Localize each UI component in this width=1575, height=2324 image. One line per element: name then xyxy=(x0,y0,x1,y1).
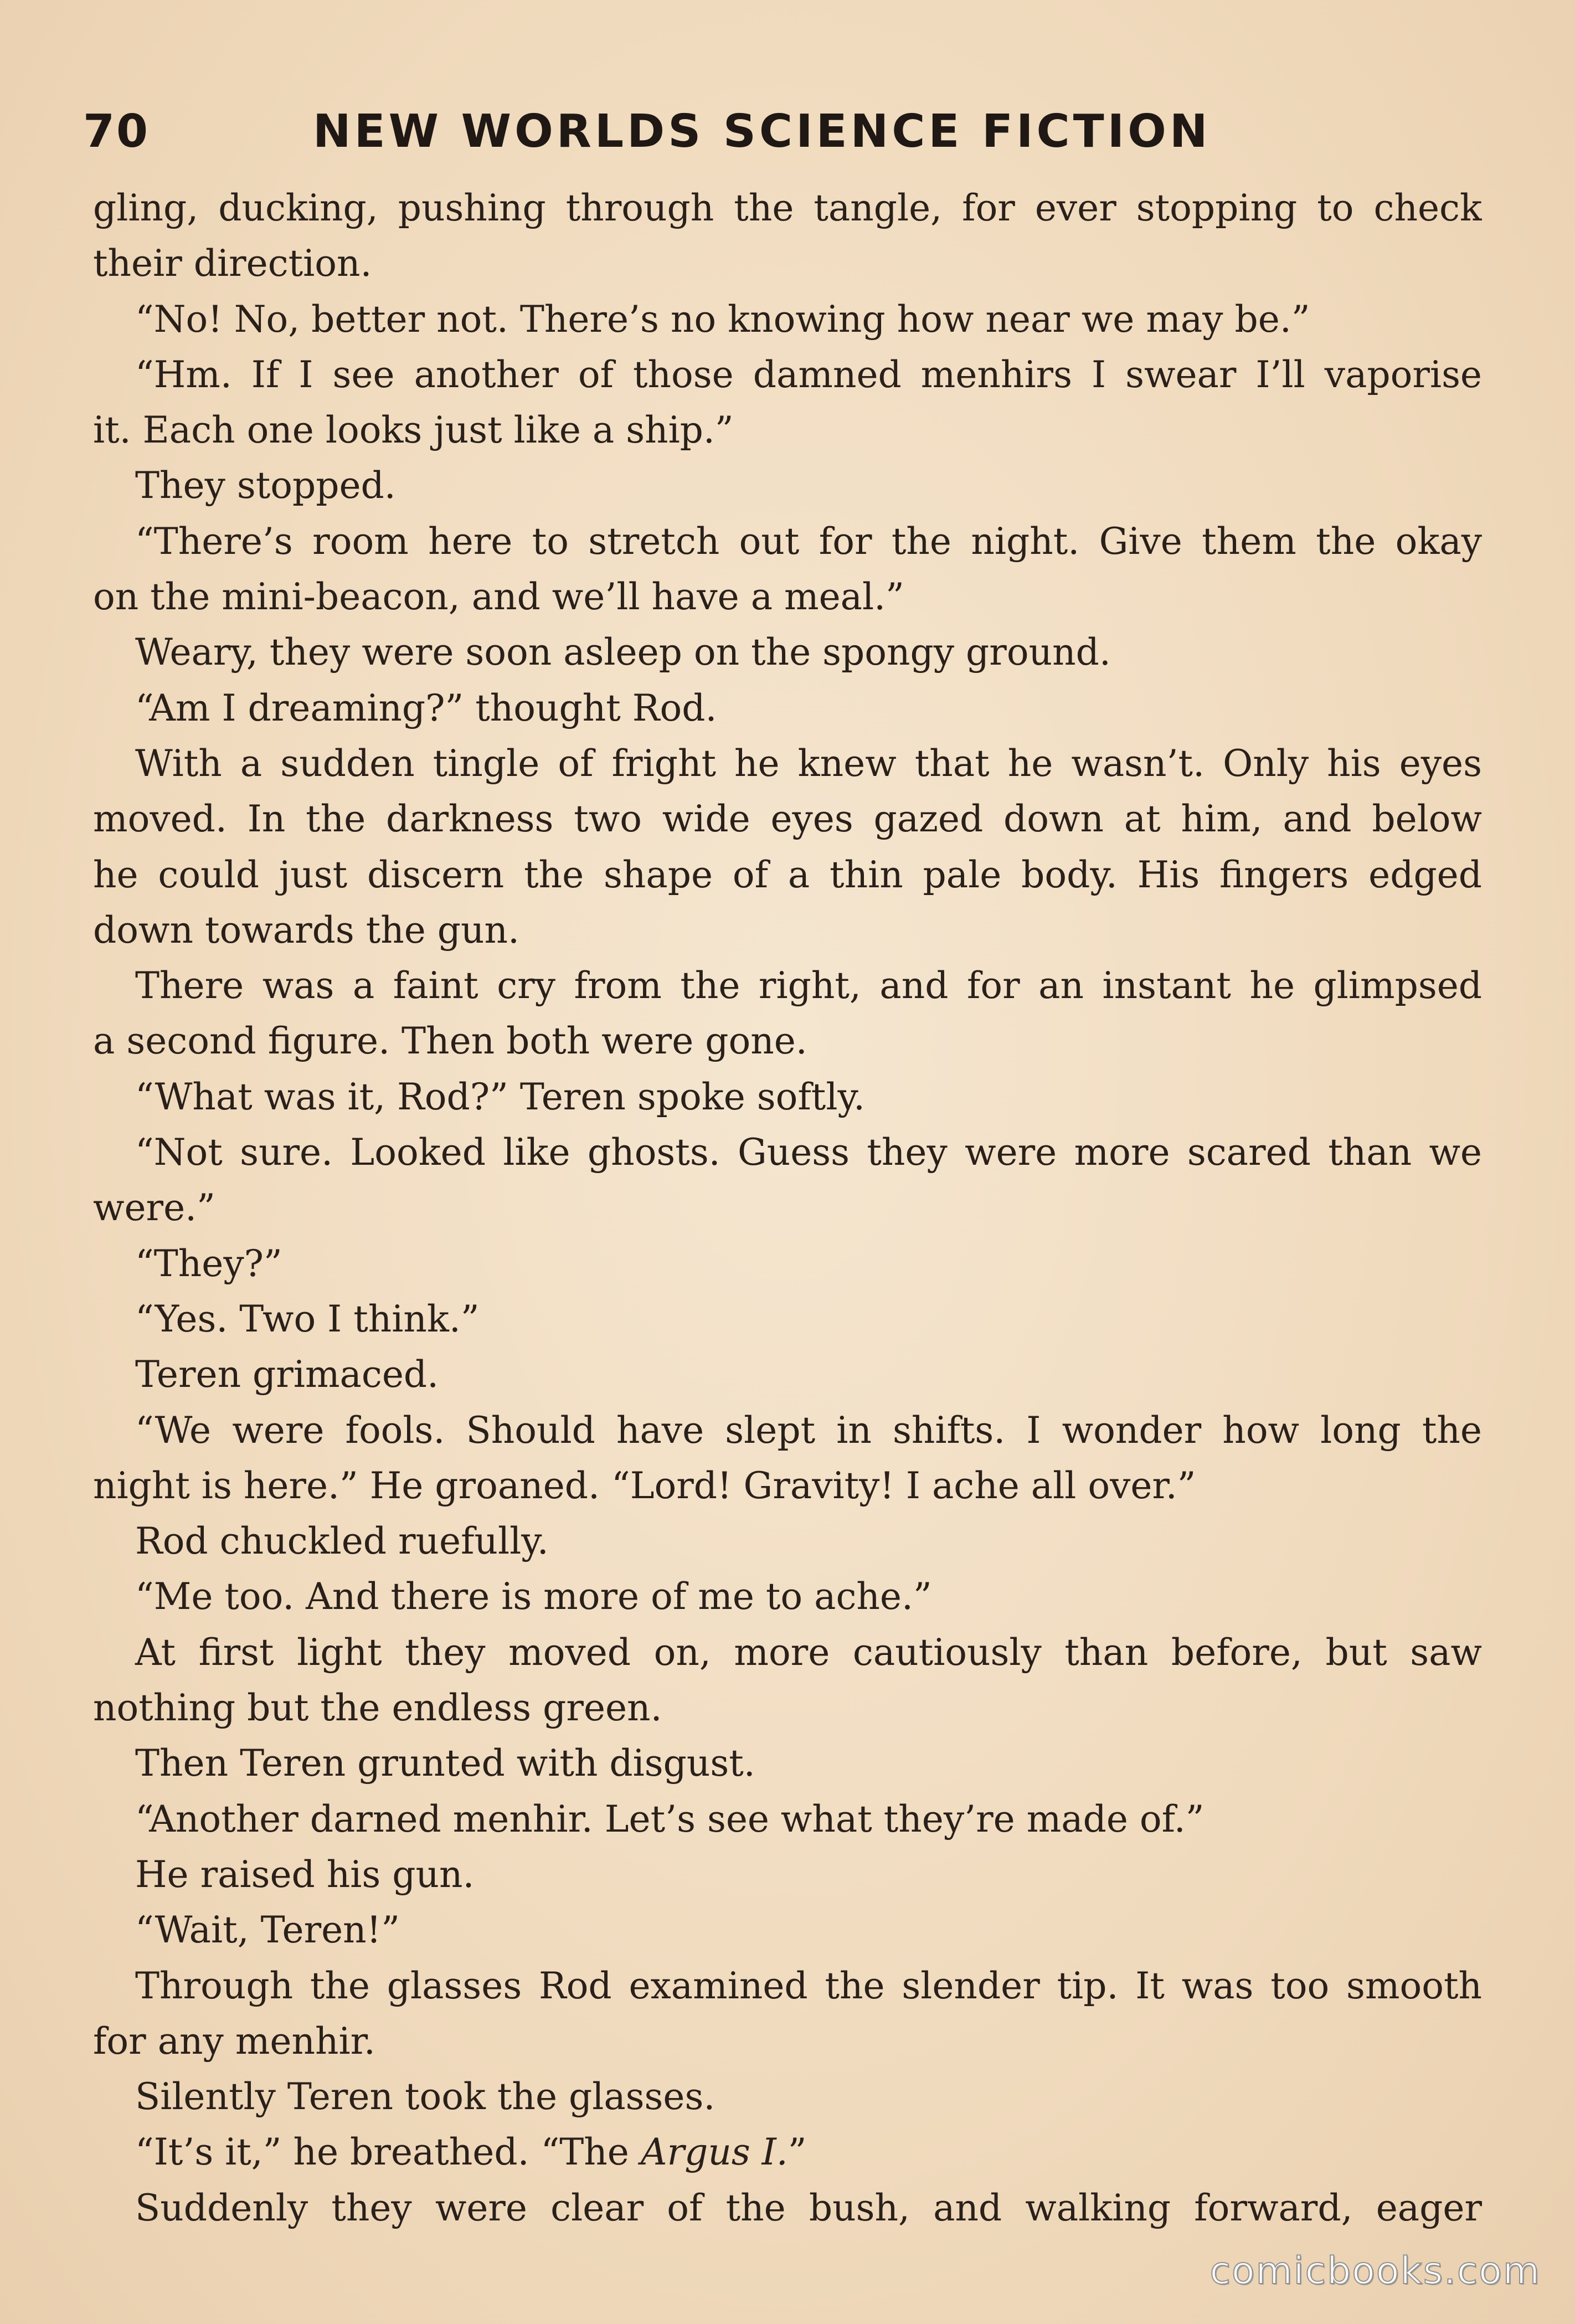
text-line: Rod chuckled ruefully. xyxy=(135,1520,549,1563)
text-line: Silently Teren took the glasses. xyxy=(135,2075,716,2119)
text-line-start: “It’s it,” he breathed. “The xyxy=(135,2131,641,2174)
text-line: “Hm. If I see another of those damned menhirs I swear I’ll vaporise xyxy=(135,353,1482,396)
text-line: Teren grimaced. xyxy=(135,1353,439,1396)
closing-quote: ” xyxy=(787,2131,807,2174)
text-line: “Another darned menhir. Let’s see what they’re made of.” xyxy=(135,1797,1205,1840)
text-line: nothing but the endless green. xyxy=(93,1687,662,1730)
text-line: were.” xyxy=(93,1186,215,1230)
text-line: “Not sure. Looked like ghosts. Guess they were more scared than we xyxy=(135,1131,1482,1174)
text-line: it. Each one looks just like a ship.” xyxy=(93,409,734,452)
text-line: Weary, they were soon asleep on the spongy ground. xyxy=(135,631,1111,674)
text-line: There was a faint cry from the right, and for an instant he glimpsed xyxy=(135,964,1482,1007)
ship-name: Argus I. xyxy=(640,2131,788,2174)
text-line: “Wait, Teren!” xyxy=(135,1909,400,1952)
text-line: With a sudden tingle of fright he knew that he wasn’t. Only his eyes xyxy=(135,742,1482,785)
text-line: He raised his gun. xyxy=(135,1853,475,1896)
text-line: moved. In the darkness two wide eyes gazed down at him, and below xyxy=(93,798,1482,841)
text-line: “No! No, better not. There’s no knowing how near we may be.” xyxy=(135,297,1310,341)
text-line: “Am I dreaming?” thought Rod. xyxy=(135,686,717,729)
text-line: down towards the gun. xyxy=(93,908,520,952)
text-line: a second figure. Then both were gone. xyxy=(93,1020,807,1063)
text-line: “They?” xyxy=(135,1242,282,1285)
running-head: NEW WORLDS SCIENCE FICTION xyxy=(313,105,1211,158)
text-line: night is here.” He groaned. “Lord! Gravity! I ache all over.” xyxy=(93,1464,1196,1507)
text-line: At first light they moved on, more cautiously than before, but saw xyxy=(135,1631,1482,1674)
text-line: They stopped. xyxy=(135,464,396,507)
text-line: “We were fools. Should have slept in shifts. I wonder how long the xyxy=(135,1408,1482,1452)
text-line xyxy=(93,2125,1482,2180)
text-line: “There’s room here to stretch out for the night. Give them the okay xyxy=(135,520,1482,563)
text-line: he could just discern the shape of a thin pale body. His fingers edged xyxy=(93,853,1482,896)
text-line: their direction. xyxy=(93,242,372,285)
text-line: Suddenly they were clear of the bush, and walking forward, eager xyxy=(135,2186,1482,2229)
text-line: Through the glasses Rod examined the slender tip. It was too smooth xyxy=(135,1964,1482,2007)
watermark: comicbooks.com xyxy=(1209,2249,1541,2293)
text-line: “Yes. Two I think.” xyxy=(135,1297,480,1340)
text-line: for any menhir. xyxy=(93,2019,375,2063)
page-header xyxy=(83,105,1501,166)
page-number: 70 xyxy=(83,105,150,158)
text-line: “What was it, Rod?” Teren spoke softly. xyxy=(135,1075,865,1118)
text-line: “Me too. And there is more of me to ache.” xyxy=(135,1575,932,1618)
body-text xyxy=(93,181,1482,2236)
text-line: gling, ducking, pushing through the tangle, for ever stopping to check xyxy=(93,187,1482,229)
text-line: Then Teren grunted with disgust. xyxy=(135,1742,755,1785)
text-line: on the mini-beacon, and we’ll have a meal.” xyxy=(93,575,904,619)
